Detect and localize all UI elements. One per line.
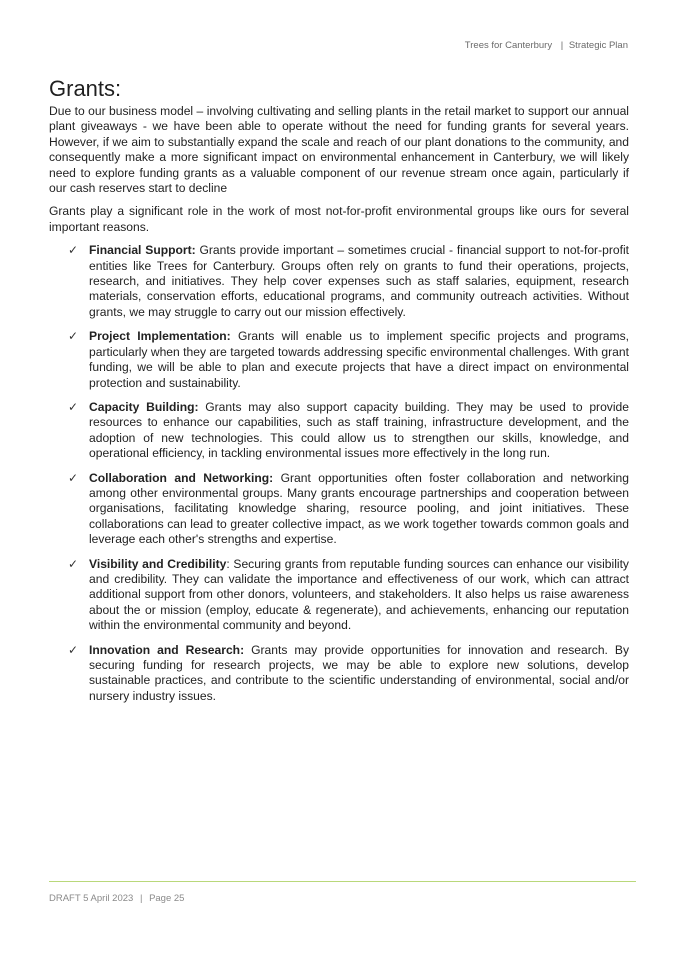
list-item-visibility-credibility xyxy=(49,557,629,634)
list-item-capacity-building xyxy=(49,400,629,462)
item-term: Project Implementation: xyxy=(89,329,231,344)
page-header xyxy=(465,40,628,51)
list-item-innovation-research xyxy=(49,643,629,705)
checkmark-icon: ✓ xyxy=(68,556,79,571)
intro-paragraph-1: Due to our business model – involving cultivating and selling plants in the retail market to support our annual plant giveaways - we have been able to operate without the need for funding grants for several years. However, if we aim to substantially expand the scale and reach of our plant donations to the community, and consequently make a more significant impact on environmental enhancement in Canterbury, we will likely need to explore funding grants as a valuable component of our revenue stream once again, particularly if our cash reserves start to decline xyxy=(49,104,629,196)
footer-divider xyxy=(49,881,636,882)
header-separator: | xyxy=(560,40,564,51)
footer-draft-date: DRAFT 5 April 2023 xyxy=(49,893,134,904)
checkmark-icon: ✓ xyxy=(68,329,79,344)
list-item-financial-support xyxy=(49,243,629,320)
footer-page-number: Page 25 xyxy=(149,893,185,904)
page-content xyxy=(49,76,629,713)
item-term: Visibility and Credibility xyxy=(89,556,227,571)
checkmark-icon: ✓ xyxy=(68,642,79,657)
section-heading: Grants: xyxy=(49,76,122,101)
item-term: Innovation and Research: xyxy=(89,642,245,657)
item-term: Capacity Building: xyxy=(89,399,199,414)
item-text: Grants will enable us to implement specific projects and programs, particularly when they are targeted towards addressing specific environmental challenges. With grant funding, we will be able to plan and execute projects that have a direct impact on environmental protection and sustainability. xyxy=(89,329,629,390)
item-term: Financial Support: xyxy=(89,243,196,258)
header-org: Trees for Canterbury xyxy=(464,40,553,51)
footer-separator: | xyxy=(139,893,143,904)
intro-paragraph-2: Grants play a significant role in the work of most not-for-profit environmental groups like ours for several important reasons. xyxy=(49,204,629,234)
checkmark-icon: ✓ xyxy=(68,399,79,414)
page-footer xyxy=(49,893,184,904)
reasons-list xyxy=(49,243,629,704)
item-text: Grants provide important – sometimes crucial - financial support to not-for-profit entities like Trees for Canterbury. Groups often rely on grants to fund their operations, projects, research, and initiatives. They help cover expenses such as staff salaries, equipment, research materials, conservation efforts, educational programs, and community outreach activities. Without grants, we may struggle to carry out our mission effectively. xyxy=(89,243,629,319)
list-item-collaboration-networking xyxy=(49,471,629,548)
item-text: Grants may also support capacity building. They may be used to provide resources to enhance our capabilities, such as staff training, infrastructure development, and the adoption of new technologies. This could allow us to strengthen our skills, knowledge, and operational efficiency, in tackling environmental issues more effectively in the long run. xyxy=(89,399,629,461)
checkmark-icon: ✓ xyxy=(68,470,79,485)
item-text: : Securing grants from reputable funding sources can enhance our visibility and credibility. They can validate the importance and effectiveness of our work, which can attract additional support from other donors, volunteers, and stakeholders. It also helps us raise awareness about the or mission (employ, educate & regenerate), and achievements, enhancing our reputation within the environmental community and beyond. xyxy=(89,556,629,633)
item-term: Collaboration and Networking: xyxy=(89,470,274,485)
item-text: Grant opportunities often foster collaboration and networking among other environmental groups. Many grants encourage partnerships and cooperation between organisations, facilitating knowledge sharing, resource pooling, and joint initiatives. These collaborations can lead to greater collective impact, as we work together towards common goals and leverage each other's strengths and expertise. xyxy=(89,470,629,547)
checkmark-icon: ✓ xyxy=(68,243,79,258)
item-text: Grants may provide opportunities for innovation and research. By securing funding for research projects, we may be able to explore new solutions, develop sustainable practices, and contribute to the scientific understanding of environmental, social and/or nursery industry issues. xyxy=(89,642,630,703)
header-doc-title: Strategic Plan xyxy=(568,40,628,51)
list-item-project-implementation xyxy=(49,329,629,391)
